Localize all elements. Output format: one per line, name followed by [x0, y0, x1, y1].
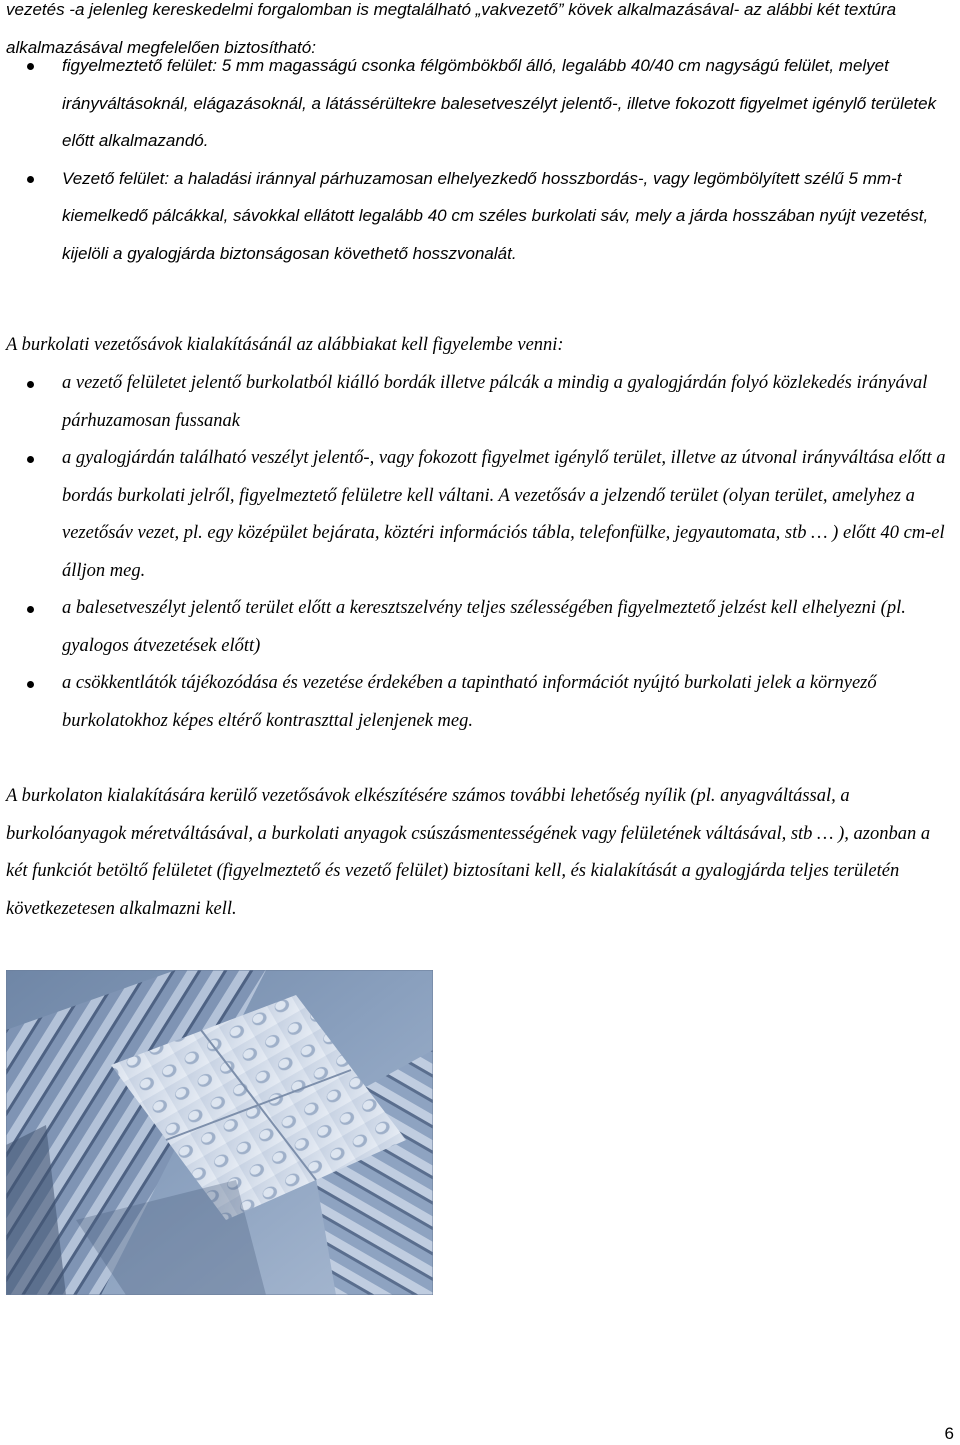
list-item: a vezető felületet jelentő burkolatból kiálló bordák illetve pálcák a mindig a gyalogjárdán folyó közlekedés irányával párhuzamosan fussanak — [6, 365, 952, 440]
list-item: a csökkentlátók tájékozódása és vezetése érdekében a tapintható információt nyújtó burkolati jelek a környező burkolatokhoz képes eltérő kontraszttal jelenjenek meg. — [6, 665, 952, 740]
closing-paragraph: A burkolaton kialakítására kerülő vezetősávok elkészítésére számos további lehetőség nyílik (pl. anyagváltással, a burkolóanyagok méretváltásával, a burkolati anyagok csúszásmentességének vagy felületének váltásával, stb … ), azonban a két funkciót betöltő felületet (figyelmeztető és vezető felület) biztosítani kell, és kialakítását a gyalogjárda teljes területén következetesen alkalmazni kell. — [6, 786, 931, 919]
tactile-paving-photo — [6, 970, 433, 1295]
list-item: Vezető felület: a haladási iránnyal párhuzamosan elhelyezkedő hosszbordás-, vagy legömbölyített szélű 5 mm-t kiemelkedő pálcákkal, sávokkal ellátott legalább 40 cm széles burkolati sáv, mely a járda hosszában nyújt vezetést, kijelöli a gyalogjárda biztonságosan követhető hosszvonalát. — [6, 160, 952, 273]
list-item: a gyalogjárdán található veszélyt jelentő-, vagy fokozott figyelmet igénylő terület, illetve az útvonal irányváltása előtt a bordás burkolati jelről, figyelmeztető felületre kell váltani. A vezetősáv a jelzendő terület (olyan terület, amelyhez a vezetősáv vezet, pl. egy középület bejárata, köztéri információs tábla, telefonfülke, jegyautomata, stb … ) előtt 40 cm-el álljon meg. — [6, 440, 952, 590]
list-item: a balesetveszélyt jelentő terület előtt a keresztszelvény teljes szélességében figyelmeztető jelzést kell elhelyezni (pl. gyalogos átvezetések előtt) — [6, 590, 952, 665]
surface-types-list — [6, 47, 952, 272]
guidelines-heading: A burkolati vezetősávok kialakításánál az alábbiakat kell figyelembe venni: — [6, 335, 564, 355]
list-item: figyelmeztető felület: 5 mm magasságú csonka félgömbökből álló, legalább 40/40 cm nagyságú felület, melyet irányváltásoknál, elágazásoknál, a látássérültekre balesetveszélyt jelentő-, illetve fokozott figyelmet igénylő területek előtt alkalmazandó. — [6, 47, 952, 160]
page-number: 6 — [944, 1424, 954, 1443]
intro-paragraph: vezetés -a jelenleg kereskedelmi forgalomban is megtalálható „vakvezető” kövek alkalmazásával- az alábbi két textúra alkalmazásával megfelelően biztosítható: — [6, 0, 897, 57]
guidelines-list — [6, 365, 952, 740]
